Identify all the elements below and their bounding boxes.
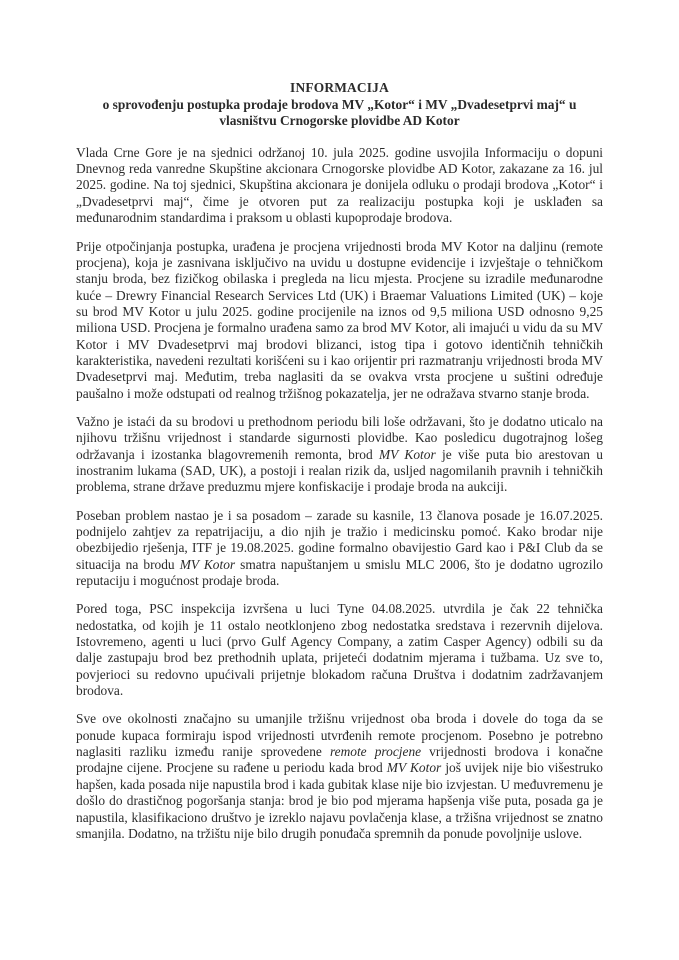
emphasis-ship-name: MV Kotor	[379, 446, 436, 462]
title-spacer	[76, 130, 603, 145]
paragraph-4: Poseban problem nastao je i sa posadom – zarade su kasnile, 13 članova posade je 16.07.2025. podnijelo zahtjev za repatrijaciju, a dio njih je tražio i medicinsku pomoć. Kako brodar nije obezbijedio rješenja, ITF je 19.08.2025. godine formalno obavijestio Gard kao i P&I Club da se situacija na brodu MV Kotor smatra napuštanjem u smislu MLC 2006, što je dodatno ugrozilo reputaciju i mogućnost prodaje broda.	[76, 507, 603, 589]
paragraph-3: Važno je istaći da su brodovi u prethodnom periodu bili loše održavani, što je dodatno uticalo na njihovu tržišnu vrijednost i standarde sigurnosti plovidbe. Kao posledicu dugotrajnog lošeg održavanja i izostanka blagovremenih remonta, brod MV Kotor je više puta bio arestovan u inostranim lukama (SAD, UK), a postoji i realan rizik da, usljed nagomilanih pravnih i tehničkih problema, strane države preduzmu mjere konfiskacije i prodaje broda na aukciji.	[76, 413, 603, 495]
paragraph-6: Sve ove okolnosti značajno su umanjile tržišnu vrijednost oba broda i dovele do toga da se ponude kupaca formiraju ispod vrijednosti utvrđenih remote procjenom. Posebno je potrebno naglasiti razliku između ranije sprovedene remote procjene vrijednosti brodova i konačne prodajne cijene. Procjene su rađene u periodu kada brod MV Kotor još uvijek nije bio višestruko hapšen, kada posada nije napustila brod i kada gubitak klase nije bio izvjestan. U međuvremenu je došlo do drastičnog pogoršanja stanja: brod je bio pod mjerama hapšenja više puta, posada ga je napustila, klasifikaciono društvo je izreklo najavu povlačenja klase, a tržišna vrijednost se znatno smanjila. Dodatno, na tržištu nije bilo drugih ponuđača spremnih da ponude povoljnije uslove.	[76, 711, 603, 841]
document-body	[76, 80, 603, 842]
document-subtitle-line-1: o sprovođenju postupka prodaje brodova MV „Kotor“ i MV „Dvadesetprvi maj“ u	[102, 96, 577, 112]
document-title: INFORMACIJA	[290, 80, 389, 95]
emphasis-ship-name: remote procjene	[329, 744, 422, 760]
paragraph-1: Vlada Crne Gore je na sjednici održanoj 10. jula 2025. godine usvojila Informaciju o dopuni Dnevnog reda vanredne Skupštine akcionara Crnogorske plovidbe AD Kotor, zakazane za 16. jul 2025. godine. Na toj sjednici, Skupština akcionara je donijela odluku o prodaji brodova „Kotor“ i „Dvadesetprvi maj“, čime je otvoren put za realizaciju postupka koji je usklađen sa međunarodnim standardima i praksom u oblasti kupoprodaje brodova.	[76, 144, 603, 226]
document-subtitle-line-2: vlasništvu Crnogorske plovidbe AD Kotor	[219, 113, 460, 129]
paragraph-5: Pored toga, PSC inspekcija izvršena u luci Tyne 04.08.2025. utvrdila je čak 22 tehnička nedostatka, od kojih je 11 ostalo neotklonjeno zbog nedostatka sredstava i rezervnih dijelova. Istovremeno, agenti u luci (prvo Gulf Agency Company, a zatim Casper Agency) odbili su da dalje zastupaju brod bez prethodnih uplata, prijeteći dodatnim mjerama i tužbama. Uz sve to, povjerioci su redovno upućivali prijetnje blokadom računa Društva i dodatnim zadržavanjem brodova.	[76, 601, 603, 699]
document-title-block	[76, 80, 603, 130]
emphasis-ship-name: MV Kotor	[386, 760, 442, 776]
paragraph-2: Prije otpočinjanja postupka, urađena je procjena vrijednosti broda MV Kotor na daljinu (remote procjena), koja je zasnivana isključivo na uvidu u dostupne evidencije i izvještaje o tehničkom stanju broda, bez fizičkog obilaska i pregleda na licu mjesta. Procjene su izradile međunarodne kuće – Drewry Financial Research Services Ltd (UK) i Braemar Valuations Limited (UK) – koje su brod MV Kotor u julu 2025. godine procijenile na iznos od 9,5 miliona USD odnosno 9,25 miliona USD. Procjena je formalno urađena samo za brod MV Kotor, ali imajući u vidu da su MV Kotor i MV Dvadesetprvi maj brodovi blizanci, istog tipa i gotovo identičnih tehničkih karakteristika, navedeni rezultati korišćeni su i kao orijentir pri razmatranju vrijednosti broda MV Dvadesetprvi maj. Međutim, treba naglasiti da se ovakva vrsta procjene u suštini određuje paušalno i može odstupati od realnog tržišnog pokazatelja, jer ne odražava stvarno stanje broda.	[76, 238, 603, 401]
emphasis-ship-name: MV Kotor	[179, 556, 236, 572]
